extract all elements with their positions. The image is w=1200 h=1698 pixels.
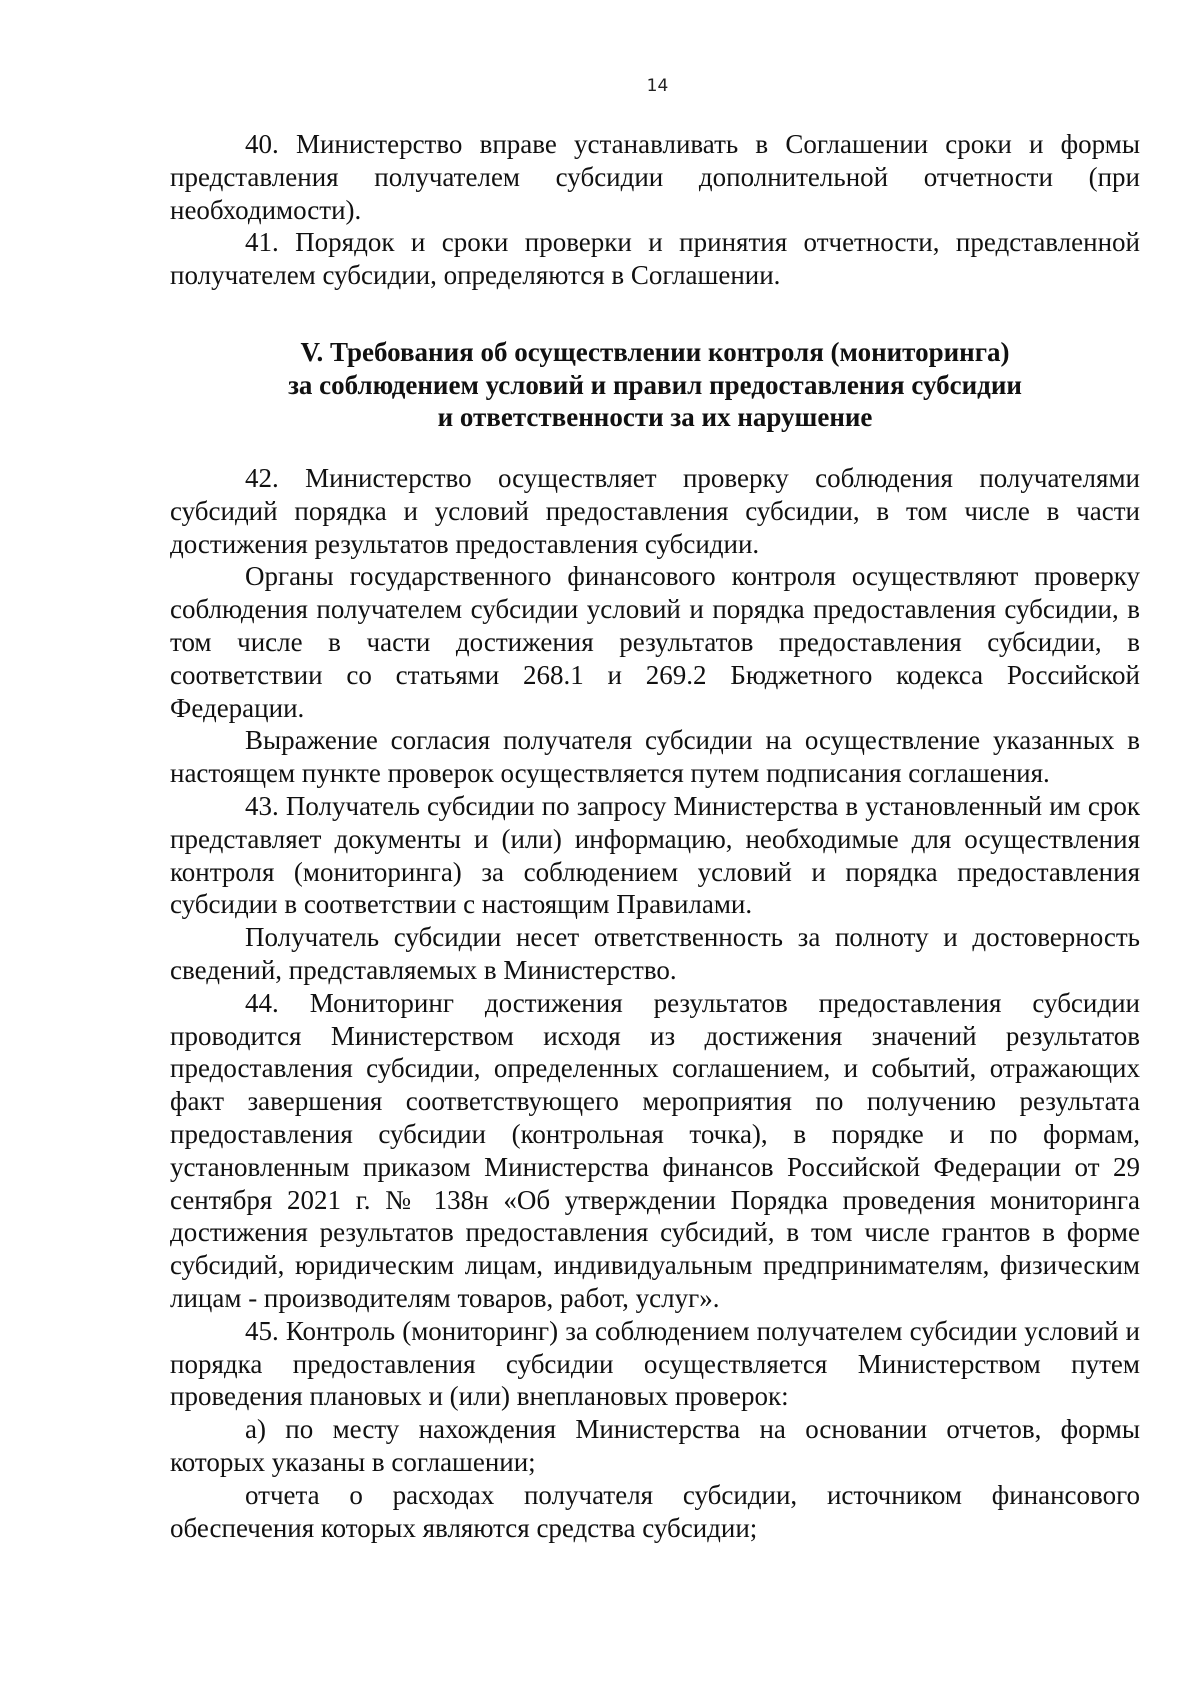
paragraph-40: 40. Министерство вправе устанавливать в Соглашении сроки и формы представления получателем субсидии дополнительной отчетности (при необходимости). — [170, 129, 1140, 225]
section-text — [170, 462, 1140, 1544]
section-heading-line: и ответственности за их нарушение — [437, 402, 873, 432]
paragraph-45-expense-report: отчета о расходах получателя субсидии, источником финансового обеспечения которых являются средства субсидии; — [170, 1479, 1140, 1543]
paragraph-42-control-bodies: Органы государственного финансового контроля осуществляют проверку соблюдения получателем субсидии условий и порядка предоставления субсидии, в том числе в части достижения результатов предоставления субсидии, в соответствии со статьями 268.1 и 269.2 Бюджетного кодекса Российской Федерации. — [170, 561, 1140, 723]
section-heading-line: V. Требования об осуществлении контроля (мониторинга) — [300, 337, 1010, 367]
section-heading — [170, 336, 1140, 434]
paragraph-44: 44. Мониторинг достижения результатов предоставления субсидии проводится Министерством исходя из достижения значений результатов предоставления субсидии, определенных соглашением, и событий, отражающих факт завершения соответствующего мероприятия по получению результата предоставления субсидии (контрольная точка), в порядке и по формам, установленным приказом Министерства финансов Российской Федерации от 29 сентября 2021 г. № 138н «Об утверждении Порядка проведения мониторинга достижения результатов предоставления субсидий, в том числе грантов в форме субсидий, юридическим лицам, индивидуальным предпринимателям, физическим лицам - производителям товаров, работ, услуг». — [170, 987, 1140, 1313]
paragraph-42-consent: Выражение согласия получателя субсидии на осуществление указанных в настоящем пункте проверок осуществляется путем подписания соглашения. — [170, 725, 1140, 789]
section-heading-line: за соблюдением условий и правил предоставления субсидии — [288, 369, 1022, 400]
page-number: 14 — [646, 76, 669, 96]
paragraph-41: 41. Порядок и сроки проверки и принятия отчетности, представленной получателем субсидии, определяются в Соглашении. — [170, 227, 1140, 291]
paragraph-43: 43. Получатель субсидии по запросу Министерства в установленный им срок представляет документы и (или) информацию, необходимые для осуществления контроля (мониторинга) за соблюдением условий и порядка предоставления субсидии в соответствии с настоящим Правилами. — [170, 790, 1140, 920]
paragraph-42: 42. Министерство осуществляет проверку соблюдения получателями субсидий порядка и условий предоставления субсидии, в том числе в части достижения результатов предоставления субсидии. — [170, 463, 1140, 559]
paragraph-43-responsibility: Получатель субсидии несет ответственность за полноту и достоверность сведений, представляемых в Министерство. — [170, 922, 1140, 985]
intro-text — [170, 128, 1140, 292]
paragraph-45-a: а) по месту нахождения Министерства на основании отчетов, формы которых указаны в соглашении; — [170, 1414, 1140, 1477]
paragraph-45: 45. Контроль (мониторинг) за соблюдением получателем субсидии условий и порядка предоставления субсидии осуществляется Министерством путем проведения плановых и (или) внеплановых проверок: — [170, 1315, 1140, 1412]
